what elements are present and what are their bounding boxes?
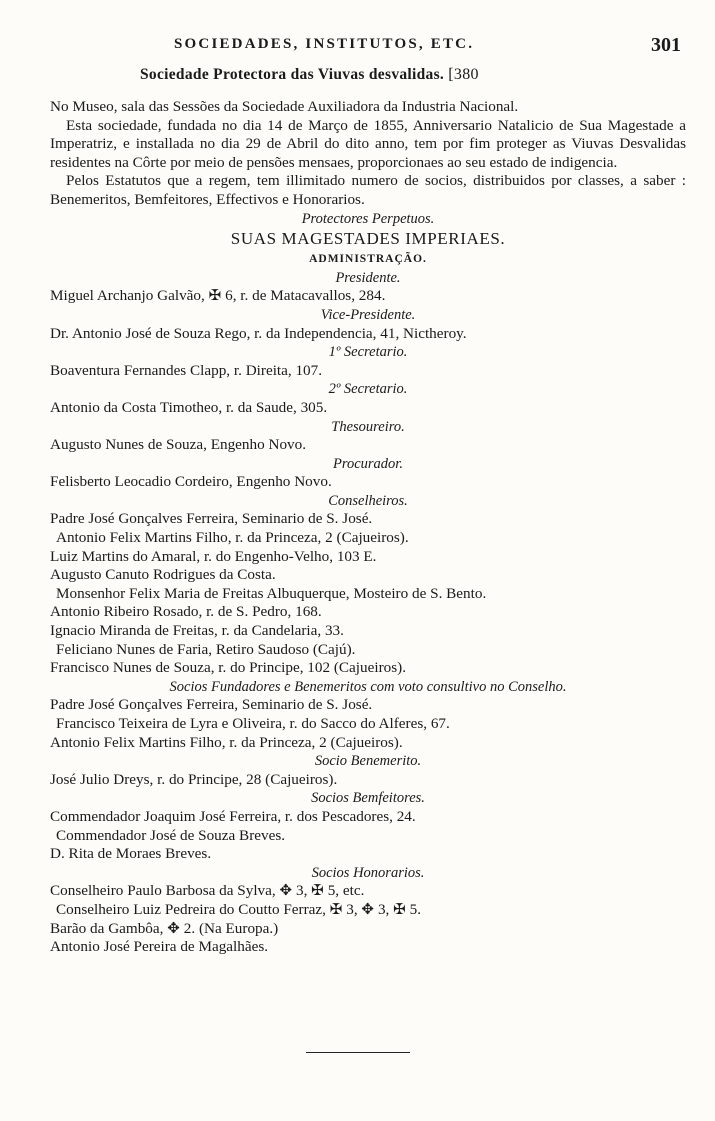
member-entry: Augusto Nunes de Souza, Engenho Novo.	[50, 436, 307, 454]
administration-heading: ADMINISTRAÇÃO.	[309, 253, 427, 266]
member-entry: Miguel Archanjo Galvão, ✠ 6, r. de Matacavallos, 284.	[50, 287, 386, 305]
running-head: SOCIEDADES, INSTITUTOS, ETC.	[174, 36, 475, 52]
role-heading: Socios Bemfeitores.	[311, 790, 425, 807]
role-heading: Procurador.	[333, 455, 403, 472]
section-note: [380	[448, 66, 479, 83]
member-entry: Ignacio Miranda de Freitas, r. da Candelaria, 33.	[50, 622, 344, 640]
member-entry: Conselheiro Paulo Barbosa da Sylva, ✥ 3, ✠ 5, etc.	[50, 882, 365, 900]
member-entry: Antonio da Costa Timotheo, r. da Saude, 305.	[50, 398, 328, 416]
member-entry: Padre José Gonçalves Ferreira, Seminario de S. José.	[50, 510, 373, 528]
member-entry: Commendador José de Souza Breves.	[56, 826, 286, 844]
member-entry: Commendador Joaquim José Ferreira, r. dos Pescadores, 24.	[50, 807, 416, 825]
document-body	[50, 98, 686, 957]
member-entry: Padre José Gonçalves Ferreira, Seminario de S. José.	[50, 696, 373, 714]
member-roles	[50, 269, 686, 957]
role-heading: 1º Secretario.	[328, 344, 408, 361]
protectors-heading: Protectores Perpetuos.	[301, 210, 435, 227]
role-heading: Vice-Presidente.	[320, 306, 416, 323]
member-entry: D. Rita de Moraes Breves.	[50, 845, 212, 863]
member-entry: Dr. Antonio José de Souza Rego, r. da Independencia, 41, Nictheroy.	[50, 324, 467, 342]
member-entry: Felisberto Leocadio Cordeiro, Engenho Novo.	[50, 473, 332, 491]
role-heading: Presidente.	[335, 269, 401, 286]
member-entry: Luiz Martins do Amaral, r. do Engenho-Velho, 103 E.	[50, 547, 377, 565]
member-entry: Francisco Teixeira de Lyra e Oliveira, r. do Sacco do Alferes, 67.	[56, 715, 450, 732]
member-entry: Antonio Felix Martins Filho, r. da Princeza, 2 (Cajueiros).	[50, 733, 403, 751]
member-entry: Barão da Gambôa, ✥ 2. (Na Europa.)	[50, 919, 279, 937]
intro-location: No Museo, sala das Sessões da Sociedade Auxiliadora da Industria Nacional.	[50, 98, 519, 115]
role-heading: Socios Fundadores e Benemeritos com voto consultivo no Conselho.	[169, 678, 567, 695]
member-entry: Augusto Canuto Rodrigues da Costa.	[50, 566, 276, 584]
member-entry: Monsenhor Felix Maria de Freitas Albuquerque, Mosteiro de S. Bento.	[56, 584, 487, 602]
majesties-heading: SUAS MAGESTADES IMPERIAES.	[230, 229, 506, 249]
role-heading: Socios Honorarios.	[311, 864, 425, 881]
role-heading: 2º Secretario.	[328, 381, 408, 398]
intro-statutes: Pelos Estatutos que a regem, tem illimitado numero de socios, distribuidos por classes, a saber : Benemeritos, Bemfeitores, Effectivos e Honorarios.	[50, 172, 686, 208]
member-entry: Francisco Nunes de Souza, r. do Principe, 102 (Cajueiros).	[50, 659, 406, 677]
member-entry: Antonio José Pereira de Magalhães.	[50, 938, 269, 956]
role-heading: Thesoureiro.	[331, 418, 405, 435]
section-title	[140, 66, 479, 84]
member-entry: Antonio Felix Martins Filho, r. da Princeza, 2 (Cajueiros).	[56, 529, 409, 547]
closing-rule	[306, 1052, 410, 1053]
role-heading: Conselheiros.	[328, 492, 408, 509]
member-entry: José Julio Dreys, r. do Principe, 28 (Cajueiros).	[50, 770, 338, 788]
page-number: 301	[651, 34, 681, 56]
role-heading: Socio Benemerito.	[314, 753, 422, 770]
page-header	[52, 34, 685, 58]
member-entry: Boaventura Fernandes Clapp, r. Direita, 107.	[50, 361, 323, 379]
member-entry: Antonio Ribeiro Rosado, r. de S. Pedro, 168.	[50, 603, 322, 621]
section-title-text: Sociedade Protectora das Viuvas desvalidas.	[140, 66, 445, 83]
intro-foundation: Esta sociedade, fundada no dia 14 de Março de 1855, Anniversario Natalicio de Sua Magestade a Imperatriz, e installada no dia 29 de Abril do dito anno, tem por fim proteger as Viuvas Desvalidas residentes na Côrte por meio de pensões mensaes, proporcionaes ao seu estado de indigencia.	[50, 116, 686, 171]
member-entry: Conselheiro Luiz Pedreira do Coutto Ferraz, ✠ 3, ✥ 3, ✠ 5.	[56, 900, 422, 918]
member-entry: Feliciano Nunes de Faria, Retiro Saudoso (Cajú).	[56, 640, 356, 658]
